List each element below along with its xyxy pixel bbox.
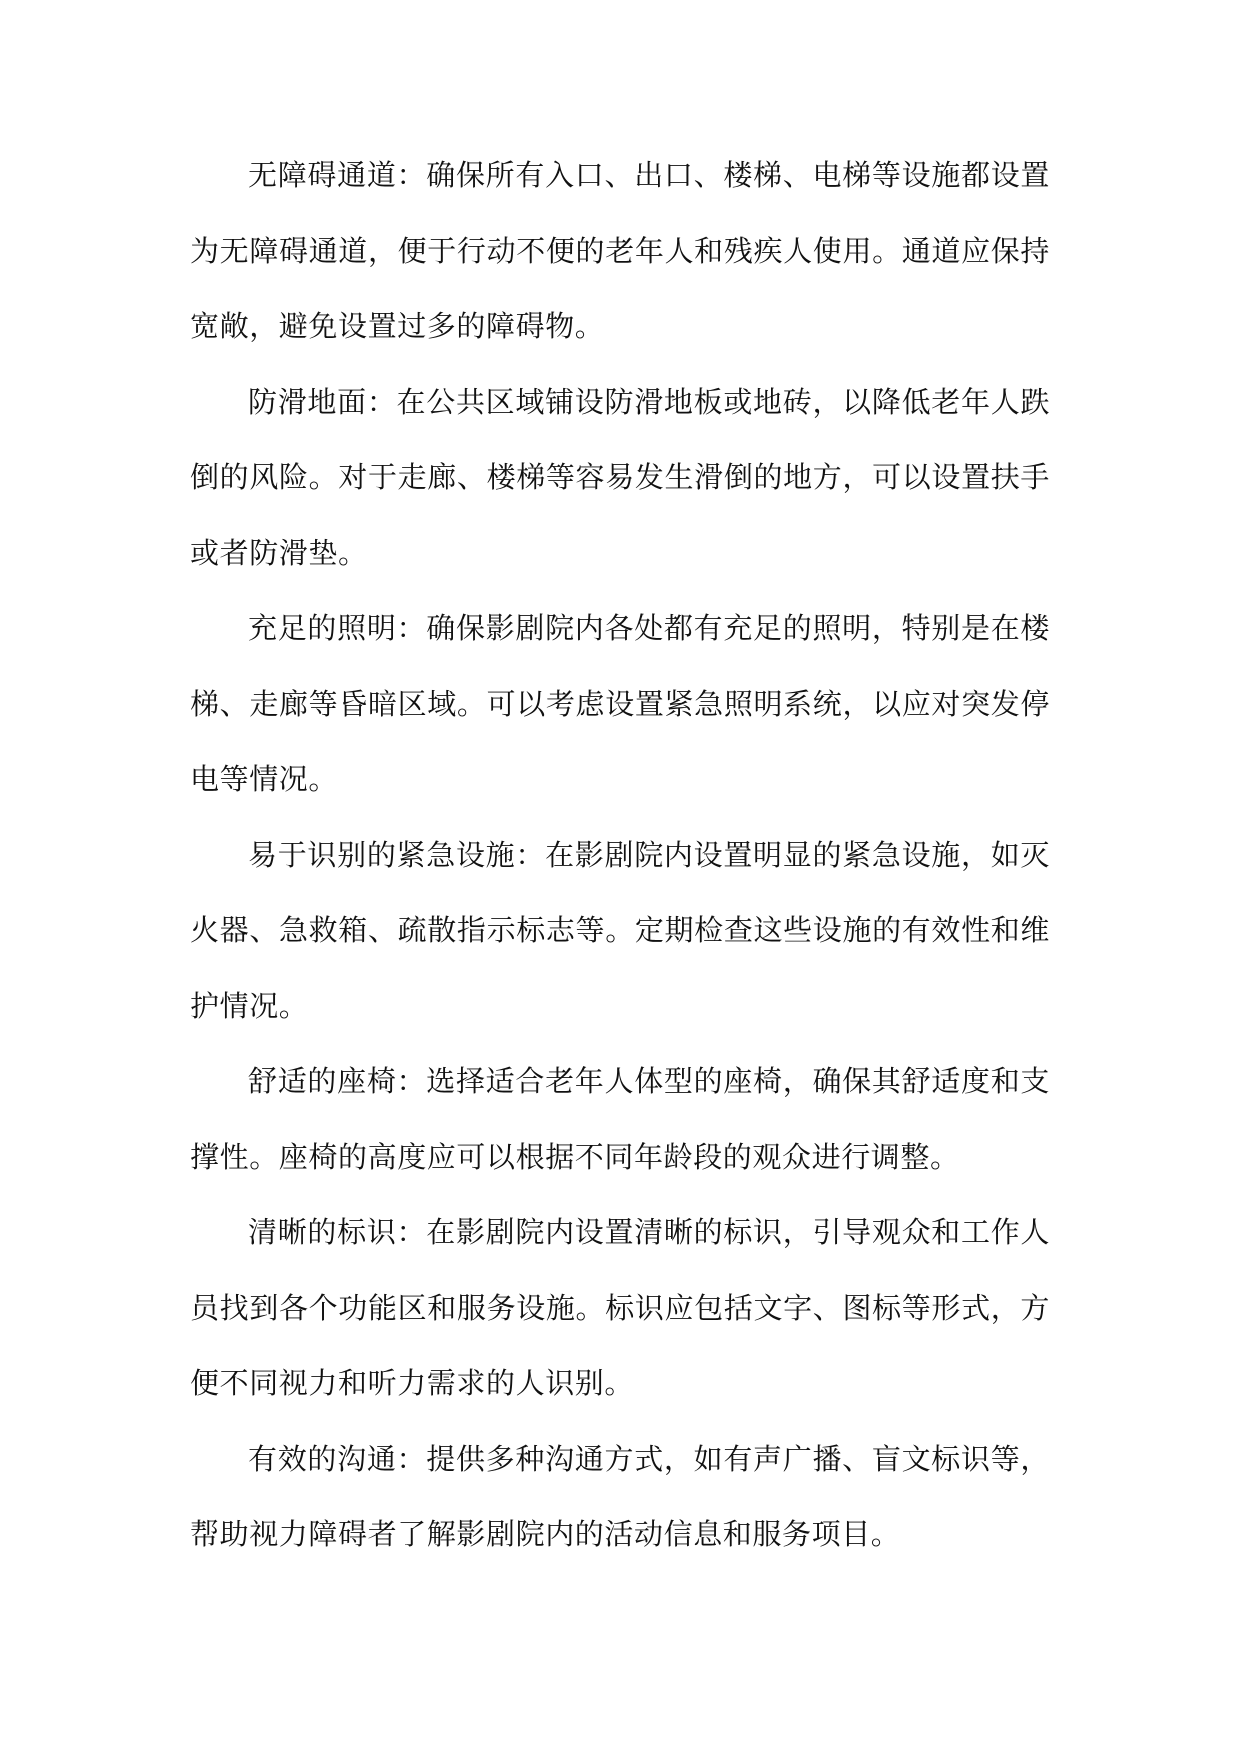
paragraph-comfortable-seats: 舒适的座椅：选择适合老年人体型的座椅，确保其舒适度和支撑性。座椅的高度应可以根据不同年龄段的观众进行调整。 bbox=[190, 1064, 1050, 1174]
document-body bbox=[190, 138, 1050, 1573]
paragraph-clear-signage: 清晰的标识：在影剧院内设置清晰的标识，引导观众和工作人员找到各个功能区和服务设施。标识应包括文字、图标等形式，方便不同视力和听力需求的人识别。 bbox=[190, 1215, 1050, 1400]
paragraph-effective-communication: 有效的沟通：提供多种沟通方式，如有声广播、盲文标识等，帮助视力障碍者了解影剧院内的活动信息和服务项目。 bbox=[190, 1441, 1050, 1551]
paragraph-emergency-facilities: 易于识别的紧急设施：在影剧院内设置明显的紧急设施，如灭火器、急救箱、疏散指示标志等。定期检查这些设施的有效性和维护情况。 bbox=[190, 837, 1050, 1023]
paragraph-sufficient-lighting: 充足的照明：确保影剧院内各处都有充足的照明，特别是在楼梯、走廊等昏暗区域。可以考虑设置紧急照明系统，以应对突发停电等情况。 bbox=[190, 611, 1050, 796]
paragraph-anti-slip-floor: 防滑地面：在公共区域铺设防滑地板或地砖，以降低老年人跌倒的风险。对于走廊、楼梯等容易发生滑倒的地方，可以设置扶手或者防滑垫。 bbox=[190, 384, 1050, 570]
paragraph-accessible-passage: 无障碍通道：确保所有入口、出口、楼梯、电梯等设施都设置为无障碍通道，便于行动不便的老年人和残疾人使用。通道应保持宽敞，避免设置过多的障碍物。 bbox=[190, 158, 1050, 343]
